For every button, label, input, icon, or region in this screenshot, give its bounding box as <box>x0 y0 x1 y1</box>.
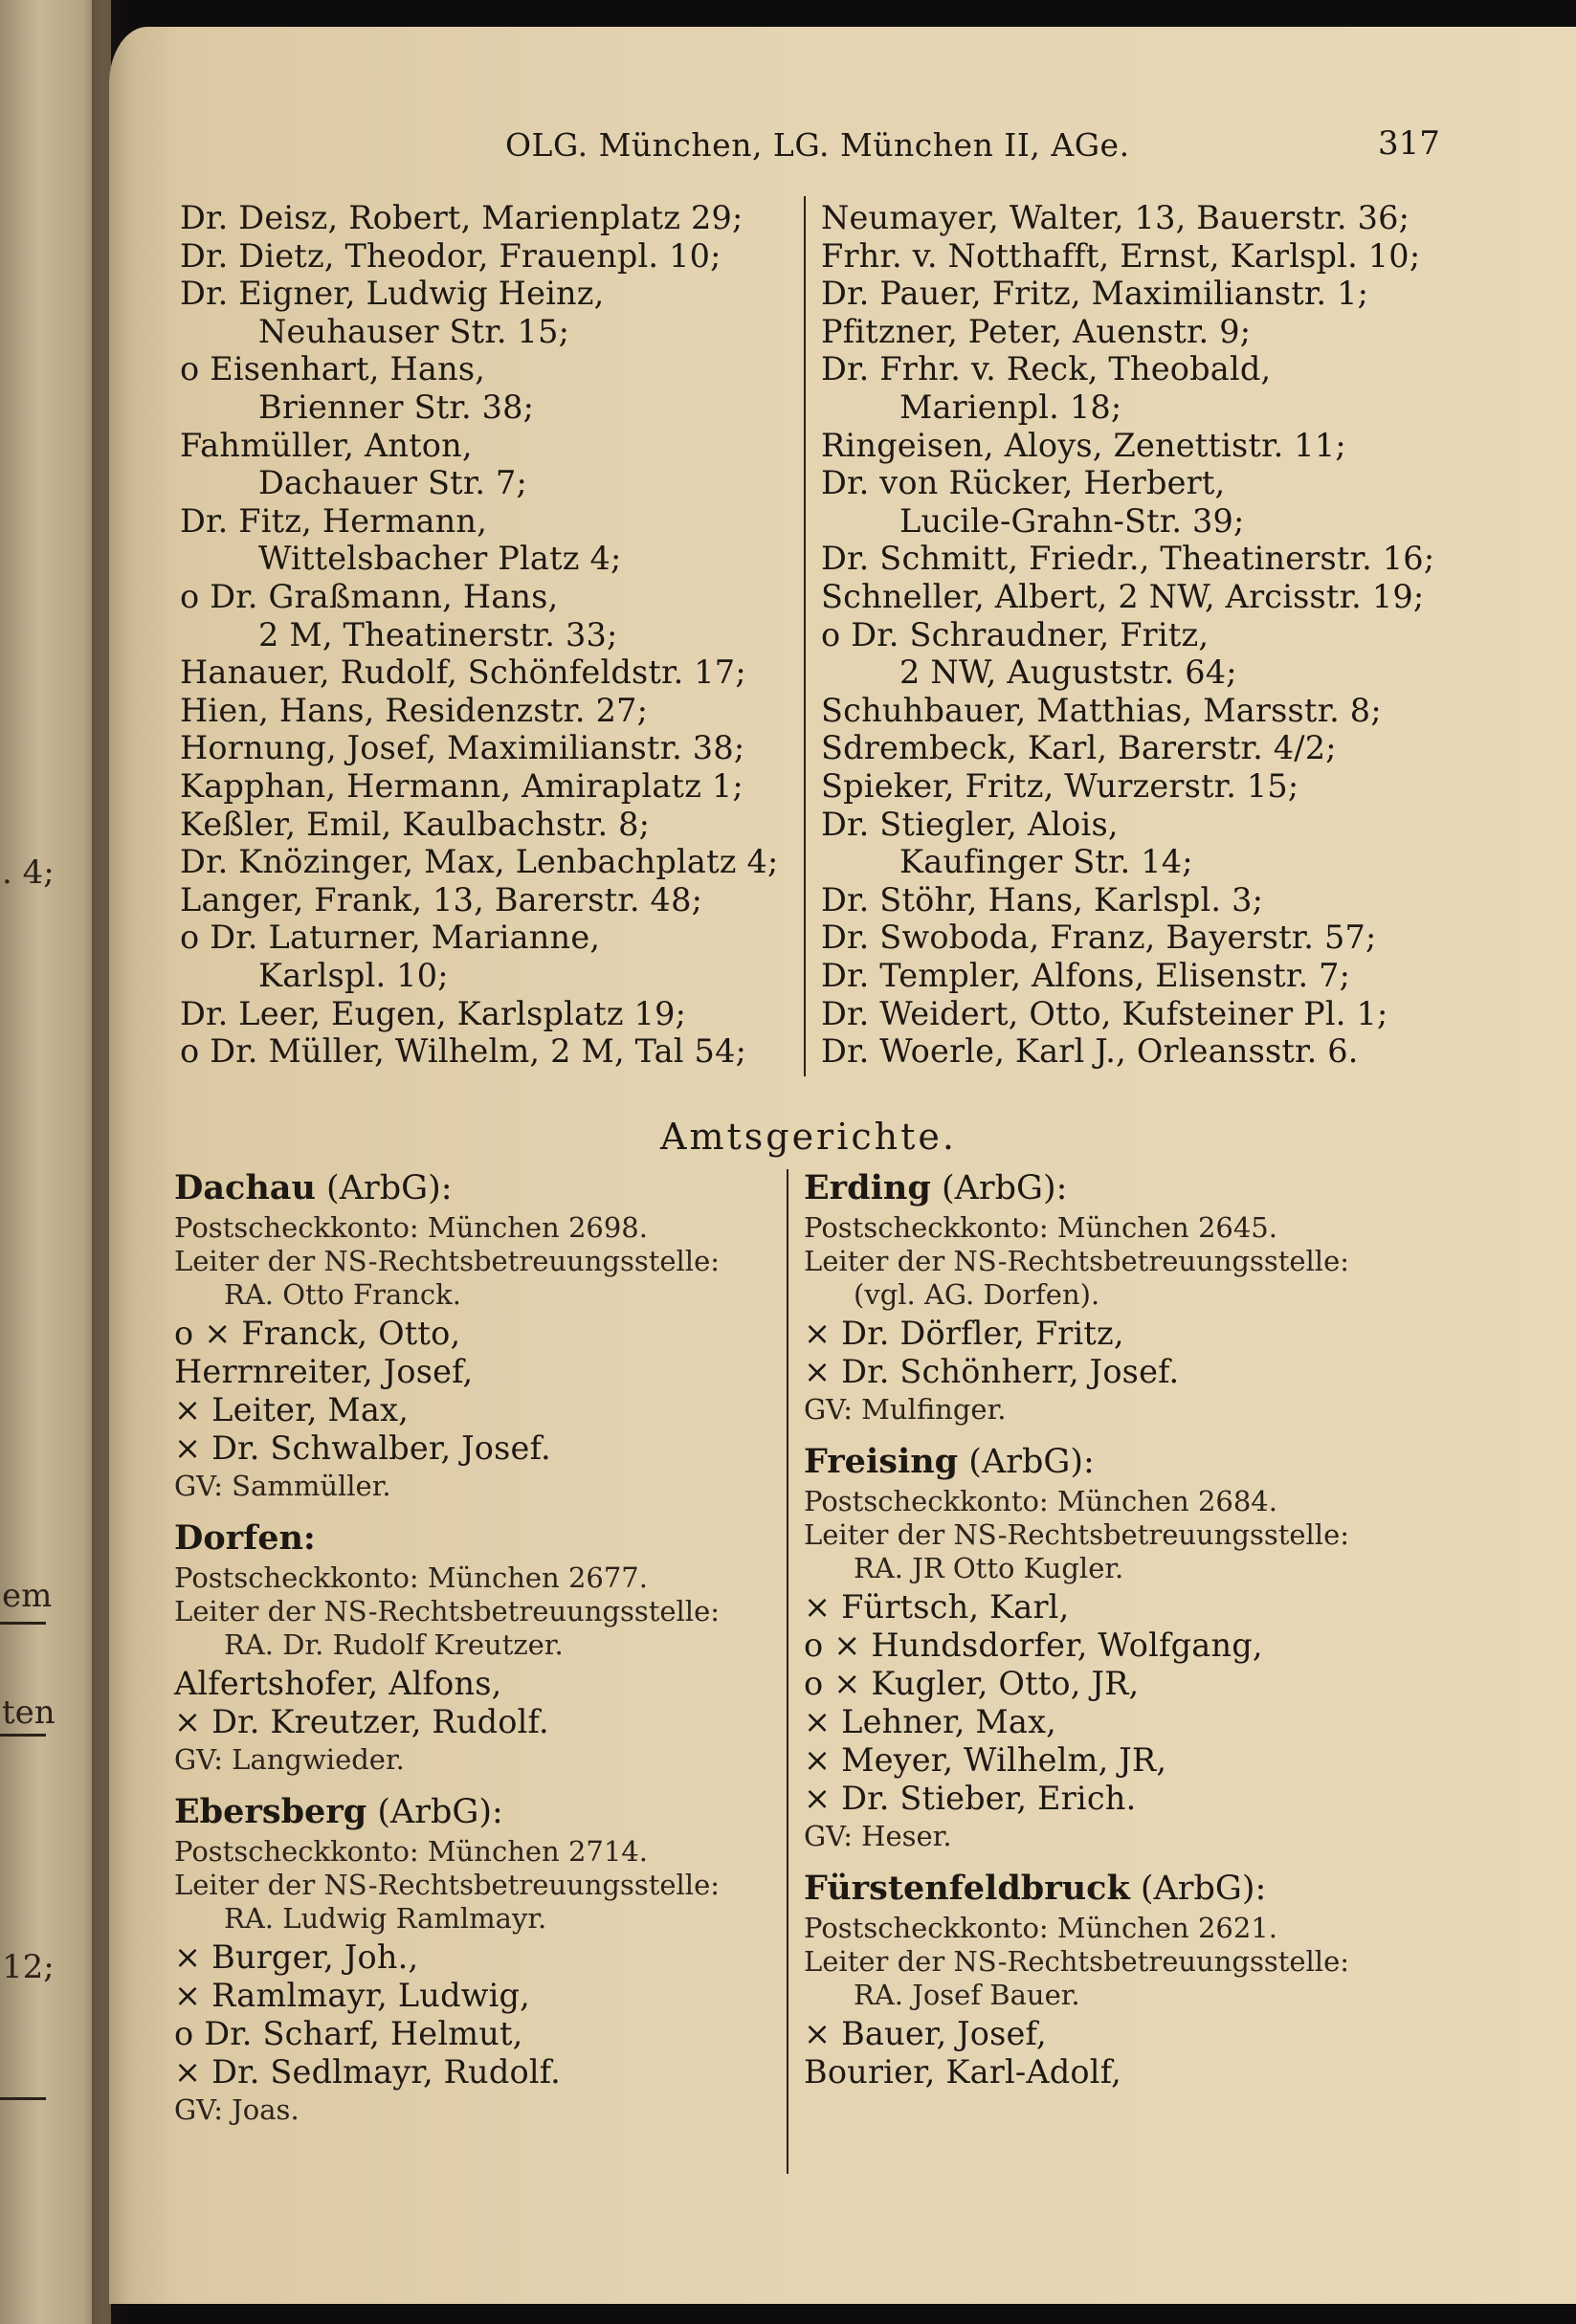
court-type: (ArbG): <box>315 1169 453 1207</box>
left-page-fragment: em <box>2 1577 53 1615</box>
attorney-entry: × Dr. Dörfler, Fritz, <box>804 1315 1124 1352</box>
directory-entry: Dr. Swoboda, Franz, Bayerstr. 57; <box>821 919 1377 957</box>
attorney-entry: o Dr. Scharf, Helmut, <box>174 2015 523 2052</box>
postscheck-line: Postscheckkonto: München 2621. <box>804 1912 1277 1944</box>
directory-entry: Dr. Woerle, Karl J., Orleansstr. 6. <box>821 1032 1359 1071</box>
directory-entry: Kapphan, Hermann, Amiraplatz 1; <box>180 767 744 805</box>
directory-entry: Karlspl. 10; <box>258 957 449 994</box>
directory-entry: Pfitzner, Peter, Auenstr. 9; <box>821 312 1252 350</box>
legal-office-line: Leiter der NS-Rechtsbetreuungsstelle: <box>804 1518 1350 1551</box>
attorney-entry: Alfertshofer, Alfons, <box>174 1665 502 1702</box>
directory-entry: Dr. Schmitt, Friedr., Theatinerstr. 16; <box>821 540 1435 578</box>
directory-entry: Dr. Fitz, Hermann, <box>180 501 488 540</box>
directory-entry: Schuhbauer, Matthias, Marsstr. 8; <box>821 691 1382 729</box>
legal-office-line: Leiter der NS-Rechtsbetreuungsstelle: <box>804 1245 1350 1277</box>
legal-office-line: RA. Dr. Rudolf Kreutzer. <box>224 1628 564 1661</box>
directory-entry: Hien, Hans, Residenzstr. 27; <box>180 691 649 729</box>
legal-office-line: RA. Ludwig Ramlmayr. <box>224 1902 547 1935</box>
attorney-entry: o × Hundsdorfer, Wolfgang, <box>804 1627 1263 1664</box>
directory-entry: Dr. Weidert, Otto, Kufsteiner Pl. 1; <box>821 994 1388 1032</box>
court-name: Erding <box>804 1168 931 1207</box>
legal-office-line: Leiter der NS-Rechtsbetreuungsstelle: <box>174 1595 721 1627</box>
court-heading <box>804 1443 1095 1481</box>
attorney-entry: × Leiter, Max, <box>174 1391 410 1428</box>
column-divider <box>804 196 806 1076</box>
court-type: (ArbG): <box>958 1443 1095 1481</box>
attorney-entry: × Fürtsch, Karl, <box>804 1588 1070 1626</box>
page-number: 317 <box>1378 124 1440 163</box>
directory-entry: Fahmüller, Anton, <box>180 426 473 464</box>
court-type: (ArbG): <box>930 1169 1068 1207</box>
directory-entry: Dr. Stöhr, Hans, Karlspl. 3; <box>821 880 1264 919</box>
directory-entry: o Dr. Schraudner, Fritz, <box>821 615 1210 653</box>
court-bailiff: GV: Mulfinger. <box>804 1393 1007 1426</box>
attorney-entry: × Bauer, Josef, <box>804 2015 1047 2052</box>
court-bailiff: GV: Sammüller. <box>174 1470 391 1502</box>
legal-office-line: Leiter der NS-Rechtsbetreuungsstelle: <box>804 1945 1350 1978</box>
attorney-entry: × Meyer, Wilhelm, JR, <box>804 1741 1167 1779</box>
attorney-entry: × Dr. Schönherr, Josef. <box>804 1353 1180 1390</box>
attorney-entry: × Dr. Schwalber, Josef. <box>174 1429 551 1467</box>
section-title: Amtsgerichte. <box>660 1116 957 1158</box>
court-type: (ArbG): <box>366 1793 503 1831</box>
court-heading <box>174 1519 316 1558</box>
attorney-entry: o × Franck, Otto, <box>174 1315 461 1352</box>
court-bailiff: GV: Langwieder. <box>174 1743 405 1776</box>
court-name: Fürstenfeldbruck <box>804 1869 1130 1908</box>
left-page-fragment: ten <box>2 1693 55 1732</box>
running-head: OLG. München, LG. München II, AGe. <box>505 126 1130 164</box>
directory-entry: Dr. Eigner, Ludwig Heinz, <box>180 275 605 313</box>
court-type: (ArbG): <box>1129 1870 1267 1908</box>
directory-entry: Wittelsbacher Platz 4; <box>258 540 622 578</box>
court-name: Ebersberg <box>174 1792 367 1831</box>
directory-entry: Dr. Frhr. v. Reck, Theobald, <box>821 350 1272 388</box>
left-page-rule <box>0 2097 46 2100</box>
attorney-entry: × Dr. Kreutzer, Rudolf. <box>174 1703 549 1740</box>
attorney-entry: × Dr. Stieber, Erich. <box>804 1780 1137 1817</box>
legal-office-line: RA. JR Otto Kugler. <box>854 1552 1124 1584</box>
left-page-rule <box>0 1734 46 1737</box>
directory-entry: Langer, Frank, 13, Barerstr. 48; <box>180 880 703 919</box>
legal-office-line: RA. Josef Bauer. <box>854 1979 1080 2011</box>
directory-entry: Spieker, Fritz, Wurzerstr. 15; <box>821 767 1299 805</box>
left-page-fragment: 12; <box>2 1948 55 1986</box>
attorney-entry: Bourier, Karl-Adolf, <box>804 2053 1121 2091</box>
directory-entry: o Eisenhart, Hans, <box>180 350 486 388</box>
directory-entry: Schneller, Albert, 2 NW, Arcisstr. 19; <box>821 578 1425 615</box>
directory-entry: Dr. Dietz, Theodor, Frauenpl. 10; <box>180 236 721 275</box>
left-page-rule <box>0 1622 46 1625</box>
directory-entry: 2 NW, Auguststr. 64; <box>899 653 1237 692</box>
postscheck-line: Postscheckkonto: München 2714. <box>174 1835 648 1868</box>
directory-entry: 2 M, Theatinerstr. 33; <box>258 615 618 653</box>
attorney-entry: × Dr. Sedlmayr, Rudolf. <box>174 2053 562 2091</box>
directory-entry: o Dr. Graßmann, Hans, <box>180 578 559 615</box>
directory-entry: Hanauer, Rudolf, Schönfeldstr. 17; <box>180 653 746 692</box>
attorney-entry: × Ramlmayr, Ludwig, <box>174 1977 531 2014</box>
directory-entry: Dr. Stiegler, Alois, <box>821 805 1119 843</box>
column-divider <box>787 1169 788 2174</box>
postscheck-line: Postscheckkonto: München 2677. <box>174 1561 648 1594</box>
directory-entry: Dr. Leer, Eugen, Karlsplatz 19; <box>180 994 687 1032</box>
directory-entry: Dr. Deisz, Robert, Marienplatz 29; <box>180 199 744 236</box>
court-name: Freising <box>804 1442 959 1481</box>
directory-entry: Dr. Pauer, Fritz, Maximilianstr. 1; <box>821 275 1369 313</box>
court-name: Dorfen: <box>174 1518 316 1558</box>
directory-entry: Kaufinger Str. 14; <box>899 843 1193 881</box>
legal-office-line: Leiter der NS-Rechtsbetreuungsstelle: <box>174 1869 721 1901</box>
attorney-entry: Herrnreiter, Josef, <box>174 1353 474 1390</box>
directory-entry: Keßler, Emil, Kaulbachstr. 8; <box>180 805 651 843</box>
postscheck-line: Postscheckkonto: München 2698. <box>174 1211 648 1244</box>
directory-entry: Neumayer, Walter, 13, Bauerstr. 36; <box>821 199 1410 236</box>
court-name: Dachau <box>174 1168 316 1207</box>
legal-office-line: RA. Otto Franck. <box>224 1278 461 1311</box>
legal-office-line: (vgl. AG. Dorfen). <box>854 1278 1100 1311</box>
directory-entry: Neuhauser Str. 15; <box>258 312 570 350</box>
attorney-entry: o × Kugler, Otto, JR, <box>804 1665 1140 1702</box>
directory-entry: Dr. Templer, Alfons, Elisenstr. 7; <box>821 957 1351 994</box>
directory-entry: Dachauer Str. 7; <box>258 464 528 502</box>
court-heading <box>804 1870 1266 1908</box>
court-bailiff: GV: Joas. <box>174 2093 300 2126</box>
directory-entry: Brienner Str. 38; <box>258 388 535 426</box>
postscheck-line: Postscheckkonto: München 2684. <box>804 1485 1277 1517</box>
directory-entry: o Dr. Müller, Wilhelm, 2 M, Tal 54; <box>180 1032 747 1071</box>
court-heading <box>174 1169 453 1207</box>
directory-entry: o Dr. Laturner, Marianne, <box>180 919 601 957</box>
court-heading <box>804 1169 1067 1207</box>
directory-entry: Sdrembeck, Karl, Barerstr. 4/2; <box>821 729 1337 767</box>
postscheck-line: Postscheckkonto: München 2645. <box>804 1211 1277 1244</box>
legal-office-line: Leiter der NS-Rechtsbetreuungsstelle: <box>174 1245 721 1277</box>
court-bailiff: GV: Heser. <box>804 1820 952 1852</box>
directory-entry: Marienpl. 18; <box>899 388 1122 426</box>
directory-entry: Frhr. v. Notthafft, Ernst, Karlspl. 10; <box>821 236 1421 275</box>
court-heading <box>174 1793 503 1831</box>
attorney-entry: × Burger, Joh., <box>174 1938 419 1976</box>
directory-entry: Dr. Knözinger, Max, Lenbachplatz 4; <box>180 843 779 881</box>
directory-entry: Hornung, Josef, Maximilianstr. 38; <box>180 729 745 767</box>
left-page-fragment: . 4; <box>2 853 55 892</box>
directory-entry: Dr. von Rücker, Herbert, <box>821 464 1226 502</box>
attorney-entry: × Lehner, Max, <box>804 1703 1057 1740</box>
directory-entry: Ringeisen, Aloys, Zenettistr. 11; <box>821 426 1346 464</box>
directory-entry: Lucile-Grahn-Str. 39; <box>899 501 1245 540</box>
page-gutter-shadow <box>92 0 130 2324</box>
